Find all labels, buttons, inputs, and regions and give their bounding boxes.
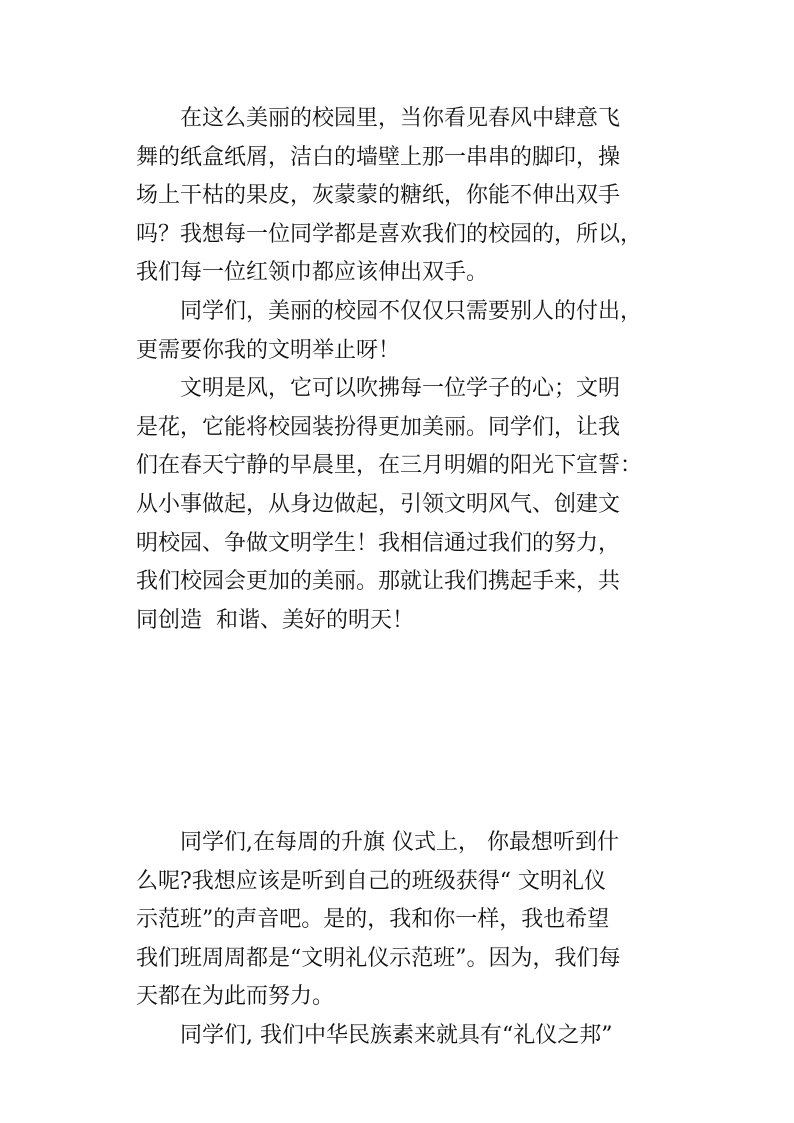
text-line: 文明是风，它可以吹拂每一位学子的心；文明 [180,376,621,402]
paragraph-flag-ceremony [136,824,664,1017]
text-line: 天都在为此而努力。 [136,984,335,1010]
text-line: 吗？我想每一位同学都是喜欢我们的校园的，所以， [136,221,643,247]
text-section-1 [136,100,664,640]
text-line: 是花，它能将校园装扮得更加美丽。同学们，让我 [136,414,621,440]
text-line: 明校园、争做文明学生！我相信通过我们的努力， [136,530,621,556]
text-line: 么呢?我想应该是听到自己的班级获得“ 文明礼仪 [136,868,607,894]
text-line: 我们校园会更加的美丽。那就让我们携起手来，共 [136,569,621,595]
text-line: 同学们，美丽的校园不仅仅只需要别人的付出， [180,298,643,324]
text-section-2 [136,824,664,1056]
text-line: 在这么美丽的校园里，当你看见春风中肆意飞 [180,106,621,131]
text-line: 舞的纸盒纸屑，洁白的墙壁上那一串串的脚印，操 [136,144,621,170]
text-line: 们在春天宁静的早晨里，在三月明媚的阳光下宣誓： [136,453,643,479]
paragraph-civil-behavior [136,293,664,370]
text-line: 同学们,在每周的升旗 仪式上， 你最想听到什 [180,830,619,855]
paragraph-campus-litter [136,100,664,293]
text-line: 更需要你我的文明举止呀！ [136,337,401,363]
text-line: 同创造 和谐、美好的明天！ [136,607,414,633]
text-line: 我们班周周都是“文明礼仪示范班”。因为，我们每 [136,945,621,971]
text-line: 场上干枯的果皮，灰蒙蒙的糖纸，你能不伸出双手 [136,183,621,209]
text-line: 同学们, 我们中华民族素来就具有“礼仪之邦” [180,1022,613,1048]
text-line: 我们每一位红领巾都应该伸出双手。 [136,260,489,286]
text-line: 从小事做起，从身边做起，引领文明风气、创建文 [136,491,621,517]
paragraph-etiquette-nation [136,1017,664,1056]
text-line: 示范班”的声音吧。是的，我和你一样，我也希望 [136,907,610,933]
paragraph-civilization-pledge [136,370,664,640]
